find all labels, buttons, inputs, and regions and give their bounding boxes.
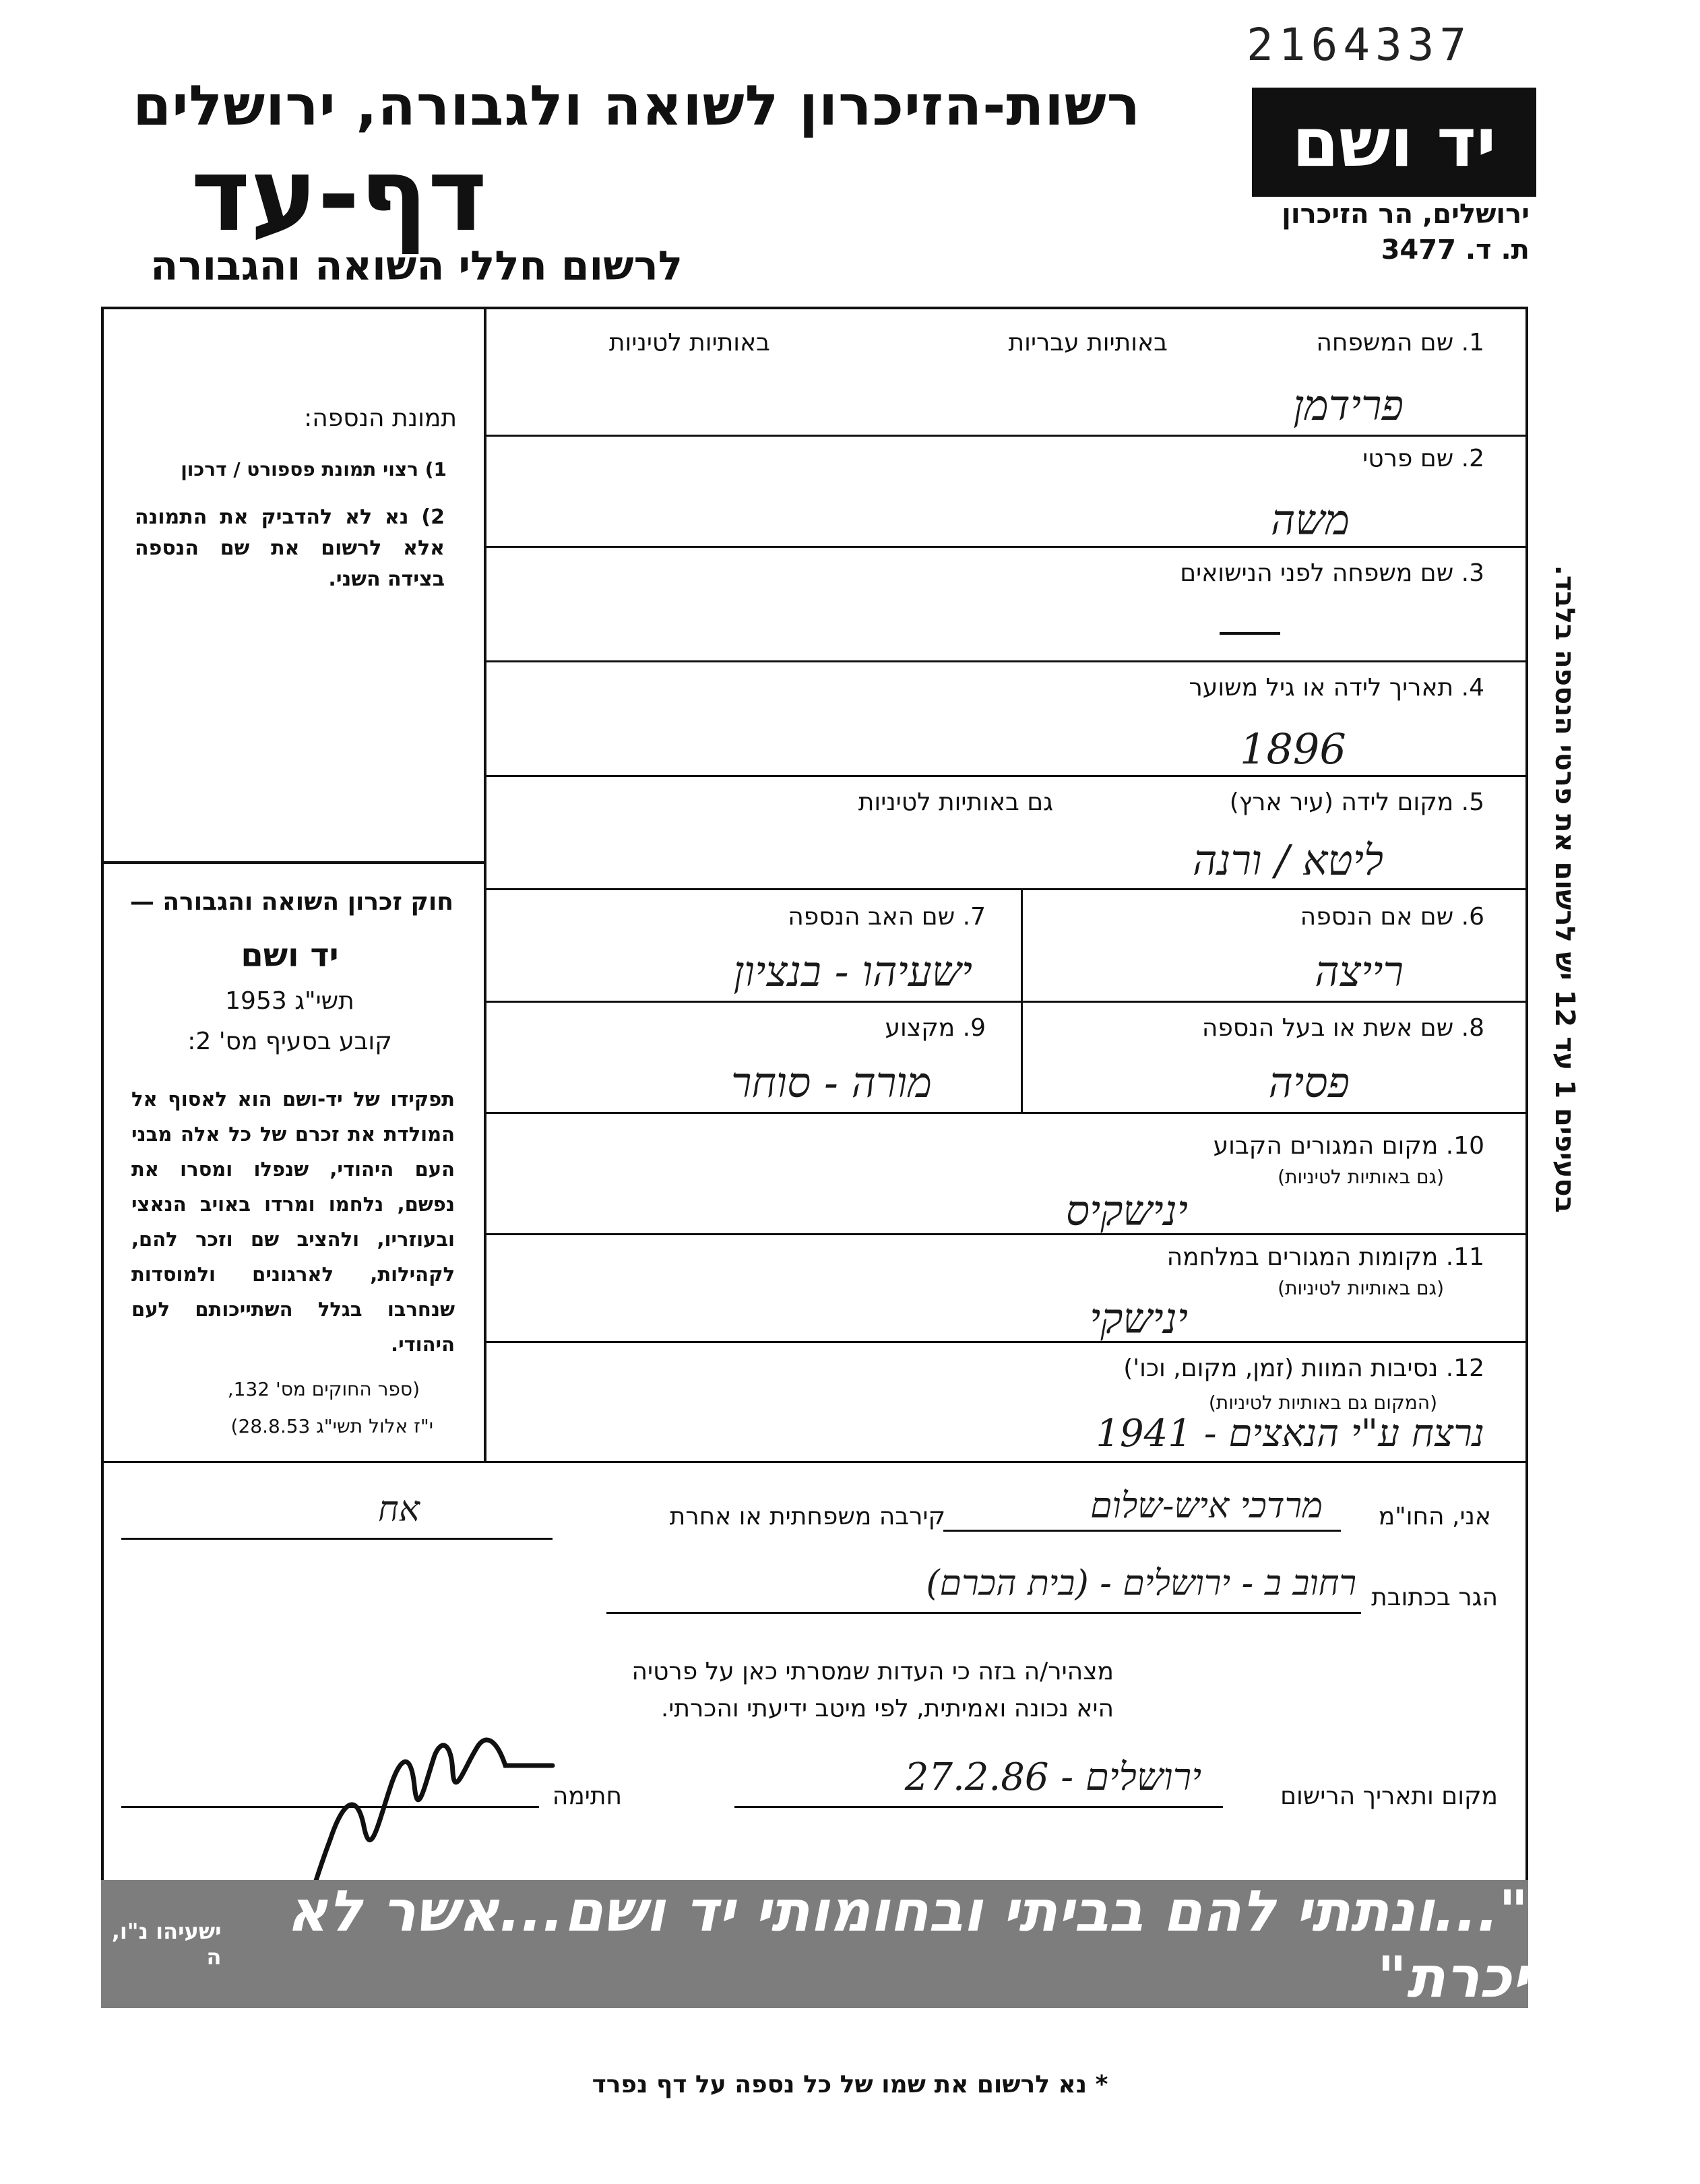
row-line-2 (486, 546, 1528, 548)
row-line-4 (486, 775, 1528, 777)
field-10-label: 10. מקום המגורים הקבוע (1213, 1132, 1484, 1160)
row-line-7 (486, 1112, 1528, 1114)
field-7-label: 7. שם האב הנספה (788, 903, 986, 931)
field-9-value[interactable]: מורה - סוחר (730, 1058, 932, 1107)
field-4-label: 4. תאריך לידה או גיל משוער (1189, 674, 1484, 701)
field-11-label: 11. מקומות המגורים במלחמה (1166, 1243, 1484, 1271)
place-date-value[interactable]: ירושלים - 27.2.86 (904, 1755, 1201, 1799)
field-6-value[interactable]: רייצה (1315, 947, 1404, 996)
field-10-value[interactable]: ינישקיס (1065, 1186, 1188, 1235)
field-1-latin-header: באותיות לטיניות (608, 329, 770, 356)
field-1-hebrew-header: באותיות עבריות (1008, 329, 1168, 356)
address-line (606, 1612, 1361, 1614)
field-2-value[interactable]: משה (1271, 495, 1350, 544)
yad-vashem-logo: יד ושם (1252, 88, 1536, 197)
address-value[interactable]: רחוב ב - ירושלים - (בית הכרם) (926, 1563, 1356, 1604)
law-text: תפקידו של יד-ושם הוא לאסוף אל המולדת את זכרם של כל אלה מבני העם היהודי, שנפלו ומסרו את נפשם, נלחמו ומרדו באויב הנאצי ובעוזריו, ולהציב שם וזכר להם, לקהילות, לארגונים ולמוסדות שנחרבו בגלל השתייכותם לעם היהודי. (131, 1088, 455, 1356)
field-5-label: 5. מקום לידה (עיר ארץ) (1229, 788, 1484, 816)
law-source: (ספר החוקים מס' 132, (227, 1378, 420, 1400)
law-name: יד ושם (241, 937, 339, 974)
declarant-name-value[interactable]: מרדכי איש-שלום (1090, 1486, 1323, 1526)
statement-line-1: מצהיר/ה בזה כי העדות שמסרתי כאן על פרטיה (631, 1658, 1114, 1685)
photo-note-2: 2) נא לא להדביק את התמונה אלא לרשום את שם הנספה בצידה השני. (135, 505, 445, 591)
field-12-value[interactable]: נרצח ע"י הנאצים - 1941 (1096, 1412, 1484, 1456)
law-year: תשי"ג 1953 (225, 987, 354, 1015)
field-9-label: 9. מקצוע (885, 1014, 986, 1042)
banner-source: ישעיהו נ"ו, ה (111, 1918, 222, 1970)
row-line-5 (486, 888, 1528, 890)
footer-note: * נא לרשום את שמו של כל נספה על דף נפרד (592, 2071, 1108, 2098)
field-6-label: 6. שם אם הנספה (1300, 903, 1484, 931)
law-heading: חוק זכרון השואה והגבורה — (129, 888, 453, 916)
sidebar-split-line (101, 861, 485, 864)
address-label: הגר בכתובת (1371, 1584, 1498, 1611)
field-1-value[interactable]: פרידמן (1293, 381, 1404, 430)
place-date-line (734, 1806, 1223, 1808)
row-line-10 (101, 1461, 1528, 1463)
place-date-label: מקום ותאריך הרישום (1280, 1782, 1498, 1810)
side-note-vertical: בסעיפים 1 עד 12 יש לרשום את פרטי הנספה בלבד. (1549, 565, 1580, 1213)
row-line-3 (486, 660, 1528, 662)
law-clause: קובע בסעיף מס' 2: (187, 1028, 392, 1055)
organization-title: רשות-הזיכרון לשואה ולגבורה, ירושלים (133, 74, 1141, 138)
relation-label: קירבה משפחתית או אחרת (669, 1503, 945, 1530)
photo-heading: תמונת הנספה: (304, 404, 457, 432)
relation-line (121, 1538, 553, 1540)
field-12-sub: (המקום גם באותיות לטיניות) (1208, 1392, 1437, 1414)
field-11-value[interactable]: ינישקי (1089, 1294, 1188, 1343)
declarant-line (943, 1530, 1341, 1532)
row-line-8 (486, 1233, 1528, 1235)
field-5-value[interactable]: ליטא / ורנה (1192, 836, 1383, 885)
field-4-value[interactable]: 1896 (1240, 724, 1346, 774)
statement-line-2: היא נכונה ואמיתית, לפי מיטב ידיעתי והכרתי. (660, 1695, 1114, 1722)
law-date: י"ז אלול תשי"ג 28.8.53) (230, 1415, 433, 1437)
signature-label: חתימה (552, 1782, 622, 1810)
address-line-1: ירושלים, הר הזיכרון (1282, 199, 1530, 230)
address-line-2: ת. ד. 3477 (1381, 235, 1530, 266)
field-8-label: 8. שם אשת או בעל הנספה (1201, 1014, 1484, 1042)
form-subtitle: לרשום חללי השואה והגבורה (150, 243, 683, 290)
field-5-latin-note: גם באותיות לטיניות (858, 788, 1053, 816)
banner-quote: "...ונתתי להם בביתי ובחומותי יד ושם...אשר לא יכרת" (286, 1878, 1528, 2010)
field-10-sub: (גם באותיות לטיניות) (1278, 1166, 1444, 1188)
quote-banner (101, 1880, 1528, 2008)
col-split-6-9 (1021, 888, 1023, 1112)
field-12-label: 12. נסיבות המוות (זמן, מקום, וכו') (1123, 1354, 1484, 1382)
declarant-label: אני, החו"מ (1378, 1503, 1491, 1530)
field-8-value[interactable]: פסיה (1268, 1058, 1350, 1107)
serial-number: 2164337 (1247, 19, 1472, 71)
field-11-sub: (גם באותיות לטיניות) (1278, 1277, 1444, 1299)
row-line-1 (486, 435, 1528, 437)
field-7-value[interactable]: ישעיהו - בנציון (733, 947, 972, 996)
field-3-blank[interactable] (1220, 632, 1280, 635)
row-line-6 (486, 1001, 1528, 1003)
field-2-label: 2. שם פרטי (1362, 445, 1484, 472)
photo-note-1: 1) רצוי תמונת פספורט / דרכון (181, 458, 447, 480)
relation-value[interactable]: אח (378, 1489, 420, 1530)
form-title: דף-עד (191, 137, 487, 254)
sidebar-divider (484, 307, 486, 1462)
row-line-9 (486, 1341, 1528, 1343)
field-1-label: 1. שם המשפחה (1316, 329, 1484, 356)
field-3-label: 3. שם משפחה לפני הנישואים (1180, 559, 1484, 587)
